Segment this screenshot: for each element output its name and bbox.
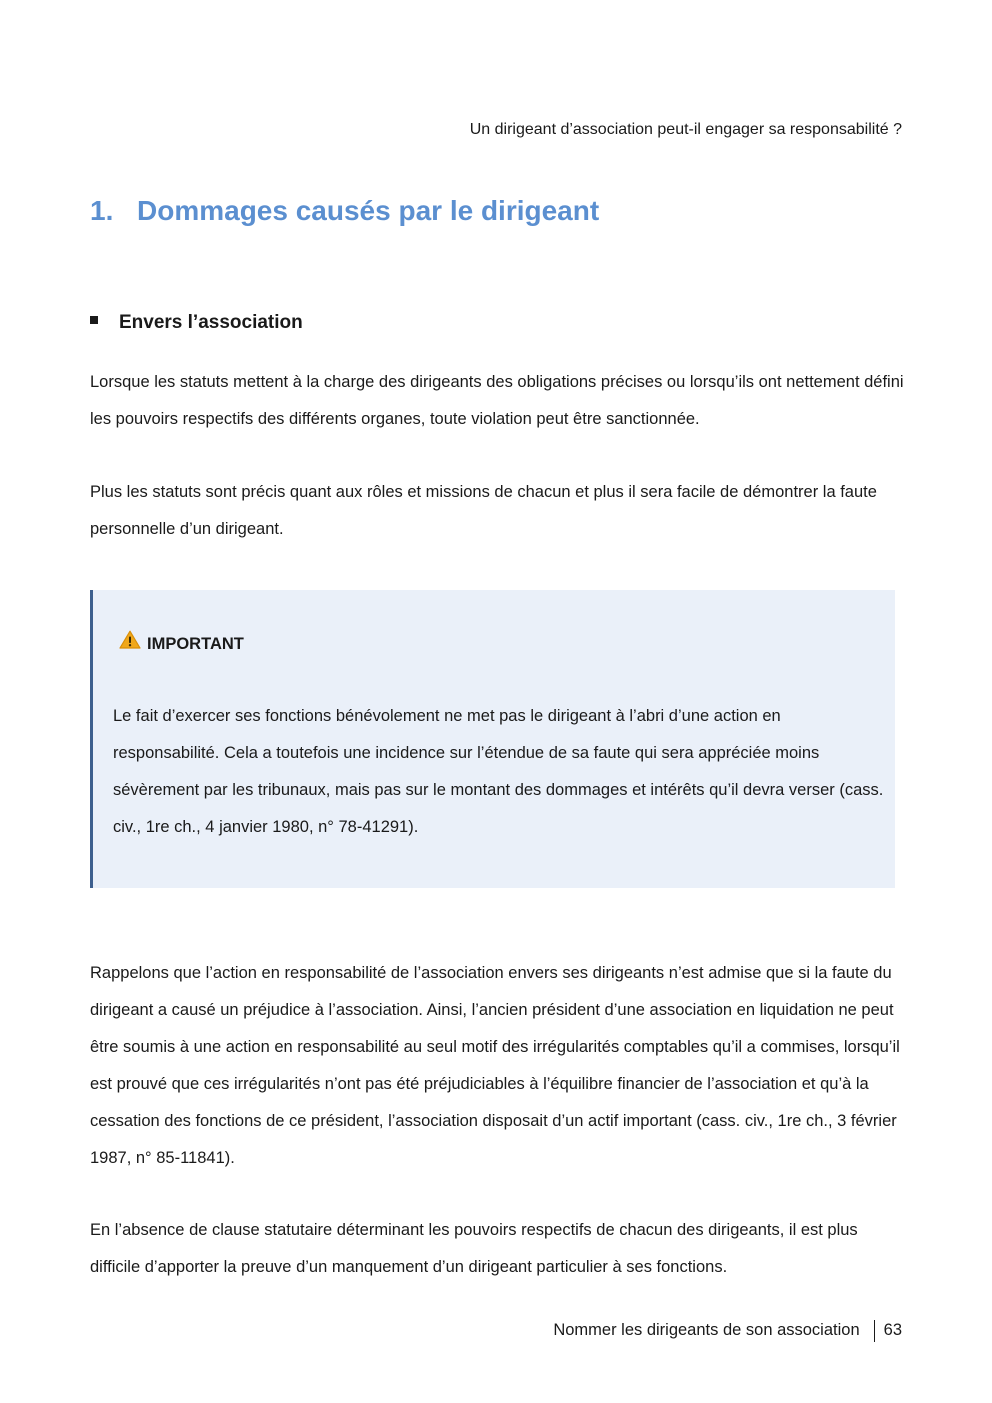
callout-text: Le fait d’exercer ses fonctions bénévolement ne met pas le dirigeant à l’abri d’une action en responsabilité. Cela a toutefois une incidence sur l’étendue de sa faute qui sera appréciée moins sévèrement par les tribunaux, mais pas sur le montant des dommages et intérêts qu’il devra verser (cass. civ., 1re ch., 4 janvier 1980, n° 78-41291). xyxy=(113,707,884,836)
important-callout xyxy=(90,590,895,888)
callout-label: IMPORTANT xyxy=(147,634,244,653)
section-number: 1. xyxy=(90,195,114,226)
subheading xyxy=(90,310,303,336)
section-title xyxy=(90,192,599,230)
paragraph: Rappelons que l’action en responsabilité de l’association envers ses dirigeants n’est admise que si la faute du dirigeant a causé un préjudice à l’association. Ainsi, l’ancien président d’une association en liquidation ne peut être soumis à une action en responsabilité au seul motif des irrégularités comptables qu’il a commises, lorsqu’il est prouvé que ces irrégularités n’ont pas été préjudiciables à l’équilibre financier de l’association et qu’à la cessation des fonctions de ce président, l’association disposait d’un actif important (cass. civ., 1re ch., 3 février 1987, n° 85-11841). xyxy=(90,964,900,1167)
running-header: Un dirigeant d’association peut-il engager sa responsabilité ? xyxy=(469,121,902,138)
callout-header xyxy=(119,632,244,657)
footer-document-title: Nommer les dirigeants de son association xyxy=(553,1321,860,1339)
section-title-text: Dommages causés par le dirigeant xyxy=(137,195,600,226)
page-footer xyxy=(553,1318,902,1342)
warning-icon xyxy=(119,630,141,655)
page-number: 63 xyxy=(883,1321,902,1339)
footer-separator xyxy=(874,1320,875,1342)
paragraph: Plus les statuts sont précis quant aux rôles et missions de chacun et plus il sera facile de démontrer la faute personnelle d’un dirigeant. xyxy=(90,483,877,538)
paragraph: Lorsque les statuts mettent à la charge des dirigeants des obligations précises ou lorsqu’ils ont nettement défini les pouvoirs respectifs des différents organes, toute violation peut être sanctionnée. xyxy=(90,373,904,428)
paragraph: En l’absence de clause statutaire déterminant les pouvoirs respectifs de chacun des dirigeants, il est plus difficile d’apporter la preuve d’un manquement d’un dirigeant particulier à ses fonctions. xyxy=(90,1221,858,1276)
subheading-label: Envers l’association xyxy=(119,312,303,333)
square-bullet-icon xyxy=(90,316,98,324)
